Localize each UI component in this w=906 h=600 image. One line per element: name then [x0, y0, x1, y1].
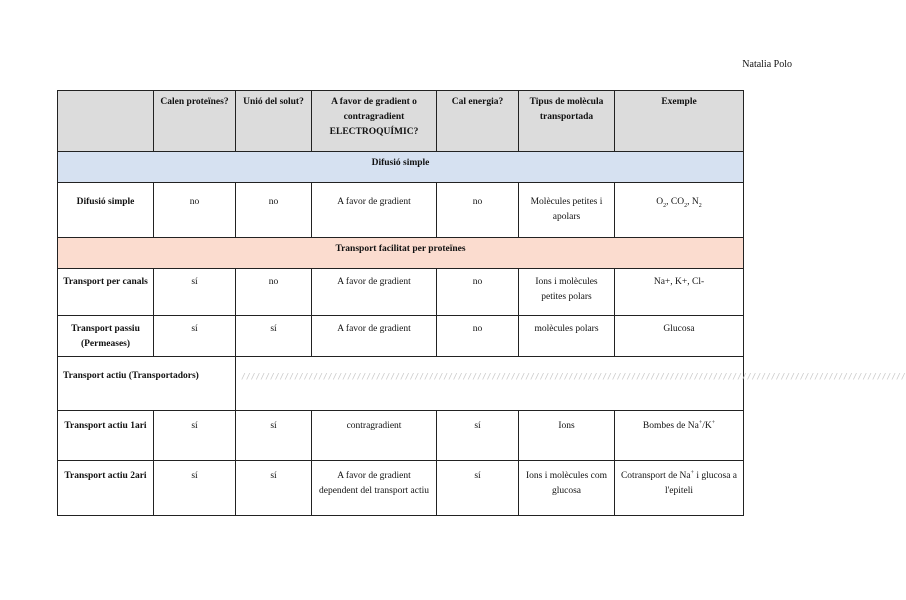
- cell-exemple: Na+, K+, Cl-: [615, 269, 744, 316]
- author-name: Natalia Polo: [742, 59, 792, 70]
- hatched-cell: //////////////////////////////////////////////////////////////////////////////////////////////////////////////////////////////////////////: [236, 357, 744, 411]
- cell-cal-energia: no: [437, 183, 519, 238]
- row-label: Difusió simple: [58, 183, 154, 238]
- cell-calen-proteines: sí: [154, 316, 236, 357]
- cell-cal-energia: no: [437, 269, 519, 316]
- row-label: Transport actiu 1ari: [58, 411, 154, 461]
- row-label: Transport actiu 2ari: [58, 461, 154, 516]
- section-title: Difusió simple: [58, 152, 744, 183]
- header-calen-proteines: Calen proteïnes?: [154, 91, 236, 152]
- table-row: [58, 411, 744, 461]
- cell-unio-solut: no: [236, 183, 312, 238]
- header-cal-energia: Cal energia?: [437, 91, 519, 152]
- cell-cal-energia: sí: [437, 461, 519, 516]
- cell-tipus-molecula: Ions: [519, 411, 615, 461]
- cell-calen-proteines: no: [154, 183, 236, 238]
- cell-gradient: A favor de gradient: [312, 269, 437, 316]
- table-row: [58, 183, 744, 238]
- cell-tipus-molecula: Molècules petites i apolars: [519, 183, 615, 238]
- header-empty: [58, 91, 154, 152]
- row-label: Transport actiu (Transportadors): [58, 357, 236, 411]
- table-row: [58, 357, 744, 411]
- table-row: [58, 269, 744, 316]
- cell-exemple: Cotransport de Na+ i glucosa a l'epiteli: [615, 461, 744, 516]
- cell-exemple: Glucosa: [615, 316, 744, 357]
- cell-tipus-molecula: Ions i molècules com glucosa: [519, 461, 615, 516]
- transport-table: [57, 90, 906, 516]
- cell-gradient: A favor de gradient dependent del transport actiu: [312, 461, 437, 516]
- cell-exemple: Bombes de Na+/K+: [615, 411, 744, 461]
- cell-cal-energia: no: [437, 316, 519, 357]
- cell-gradient: contragradient: [312, 411, 437, 461]
- section-row-transport-facilitat: [58, 238, 744, 269]
- formula-co2: $CO_2$: [670, 197, 688, 209]
- table-row: [58, 461, 744, 516]
- row-label: Transport per canals: [58, 269, 154, 316]
- formula-n2: $N_2$: [691, 197, 702, 209]
- row-label: Transport passiu (Permeases): [58, 316, 154, 357]
- cell-cal-energia: sí: [437, 411, 519, 461]
- cell-unio-solut: sí: [236, 411, 312, 461]
- cell-unio-solut: no: [236, 269, 312, 316]
- cell-tipus-molecula: Ions i molècules petites polars: [519, 269, 615, 316]
- cell-gradient: A favor de gradient: [312, 183, 437, 238]
- header-exemple: Exemple: [615, 91, 744, 152]
- cell-gradient: A favor de gradient: [312, 316, 437, 357]
- cell-unio-solut: sí: [236, 461, 312, 516]
- table-row: [58, 316, 744, 357]
- header-tipus-molecula: Tipus de molècula transportada: [519, 91, 615, 152]
- cell-calen-proteines: sí: [154, 461, 236, 516]
- cell-tipus-molecula: molècules polars: [519, 316, 615, 357]
- cell-calen-proteines: sí: [154, 411, 236, 461]
- cell-unio-solut: sí: [236, 316, 312, 357]
- header-unio-solut: Unió del solut?: [236, 91, 312, 152]
- cell-exemple: $O_2$, $CO_2$, $N_2$: [615, 183, 744, 238]
- section-row-difusio-simple: [58, 152, 744, 183]
- header-row: [58, 91, 744, 152]
- header-gradient: A favor de gradient o contragradient ELECTROQUÍMIC?: [312, 91, 437, 152]
- section-title: Transport facilitat per proteïnes: [58, 238, 744, 269]
- formula-o2: $O_2$: [656, 197, 667, 209]
- cell-calen-proteines: sí: [154, 269, 236, 316]
